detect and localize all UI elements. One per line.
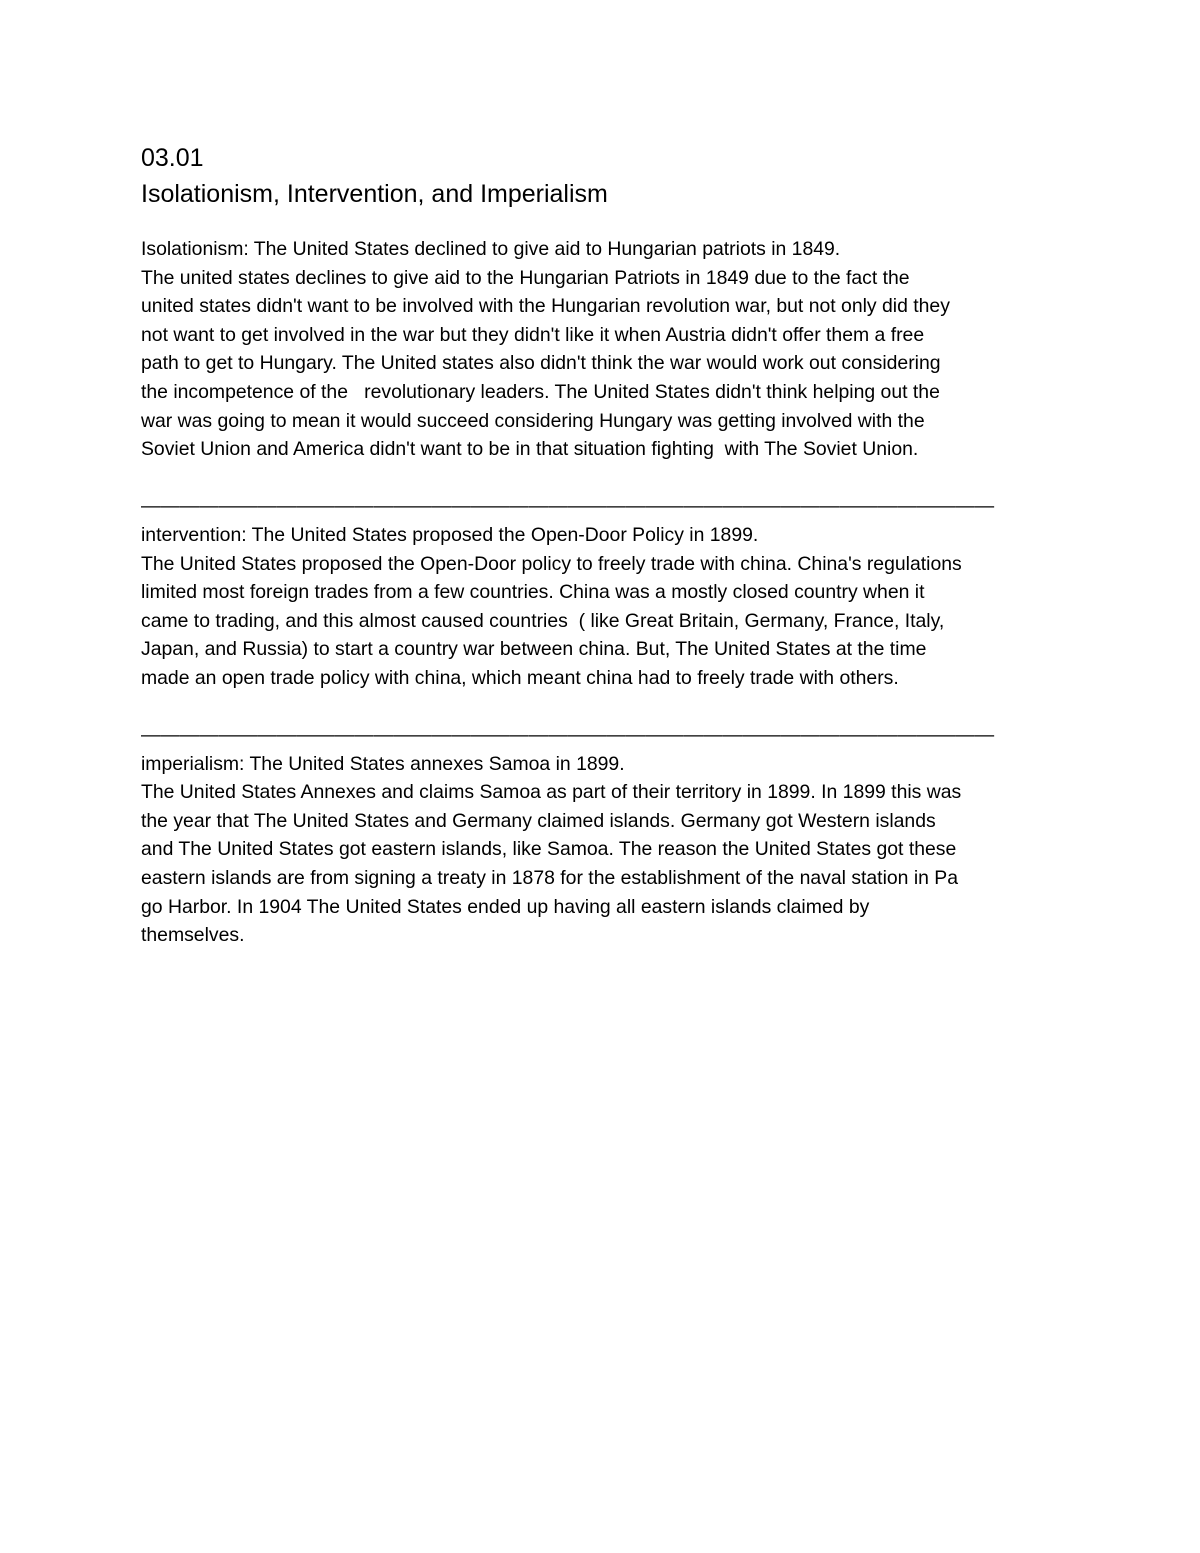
section-imperialism [141, 750, 1071, 950]
paragraph-line: Japan, and Russia) to start a country war between china. But, The United States at the time [141, 638, 927, 661]
paragraph-line: war was going to mean it would succeed considering Hungary was getting involved with the [141, 409, 925, 432]
section-heading-intervention: intervention: The United States proposed the Open-Door Policy in 1899. [141, 523, 759, 546]
spacer [141, 693, 1071, 722]
paragraph-line: the year that The United States and Germany claimed islands. Germany got Western islands [141, 809, 936, 832]
paragraph-line: The United States Annexes and claims Samoa as part of their territory in 1899. In 1899 this was [141, 781, 962, 804]
section-divider: ———————————————————————————————————————————— [141, 724, 995, 747]
document-number: 03.01 [141, 144, 204, 172]
paragraph-line: go Harbor. In 1904 The United States ended up having all eastern islands claimed by [141, 895, 870, 918]
section-intervention [141, 521, 1071, 693]
section-heading-imperialism: imperialism: The United States annexes Samoa in 1899. [141, 752, 625, 775]
paragraph-line: made an open trade policy with china, which meant china had to freely trade with others. [141, 666, 899, 689]
section-divider: ———————————————————————————————————————————— [141, 495, 995, 518]
paragraph-line: came to trading, and this almost caused countries ( like Great Britain, Germany, France, Italy, [141, 609, 945, 632]
paragraph-line: not want to get involved in the war but they didn't like it when Austria didn't offer them a free [141, 323, 925, 346]
document-title: Isolationism, Intervention, and Imperialism [141, 180, 608, 208]
section-isolationism [141, 235, 1071, 464]
section-heading-isolationism: Isolationism: The United States declined to give aid to Hungarian patriots in 1849. [141, 238, 841, 260]
paragraph-line: the incompetence of the revolutionary leaders. The United States didn't think helping out the [141, 380, 940, 403]
paragraph-line: The united states declines to give aid to the Hungarian Patriots in 1849 due to the fact the [141, 266, 910, 289]
paragraph-line: The United States proposed the Open-Door policy to freely trade with china. China's regulations [141, 552, 962, 575]
document-page [141, 140, 1071, 950]
paragraph-line: limited most foreign trades from a few countries. China was a mostly closed country when it [141, 581, 925, 604]
paragraph-line: path to get to Hungary. The United states also didn't think the war would work out considering [141, 352, 941, 375]
paragraph-line: united states didn't want to be involved with the Hungarian revolution war, but not only did they [141, 295, 950, 318]
spacer [141, 464, 1071, 493]
paragraph-line: themselves. [141, 924, 245, 947]
paragraph-line: and The United States got eastern islands, like Samoa. The reason the United States got these [141, 838, 957, 861]
paragraph-line: Soviet Union and America didn't want to be in that situation fighting with The Soviet Union. [141, 438, 919, 461]
paragraph-line: eastern islands are from signing a treaty in 1878 for the establishment of the naval station in Pa [141, 867, 959, 890]
